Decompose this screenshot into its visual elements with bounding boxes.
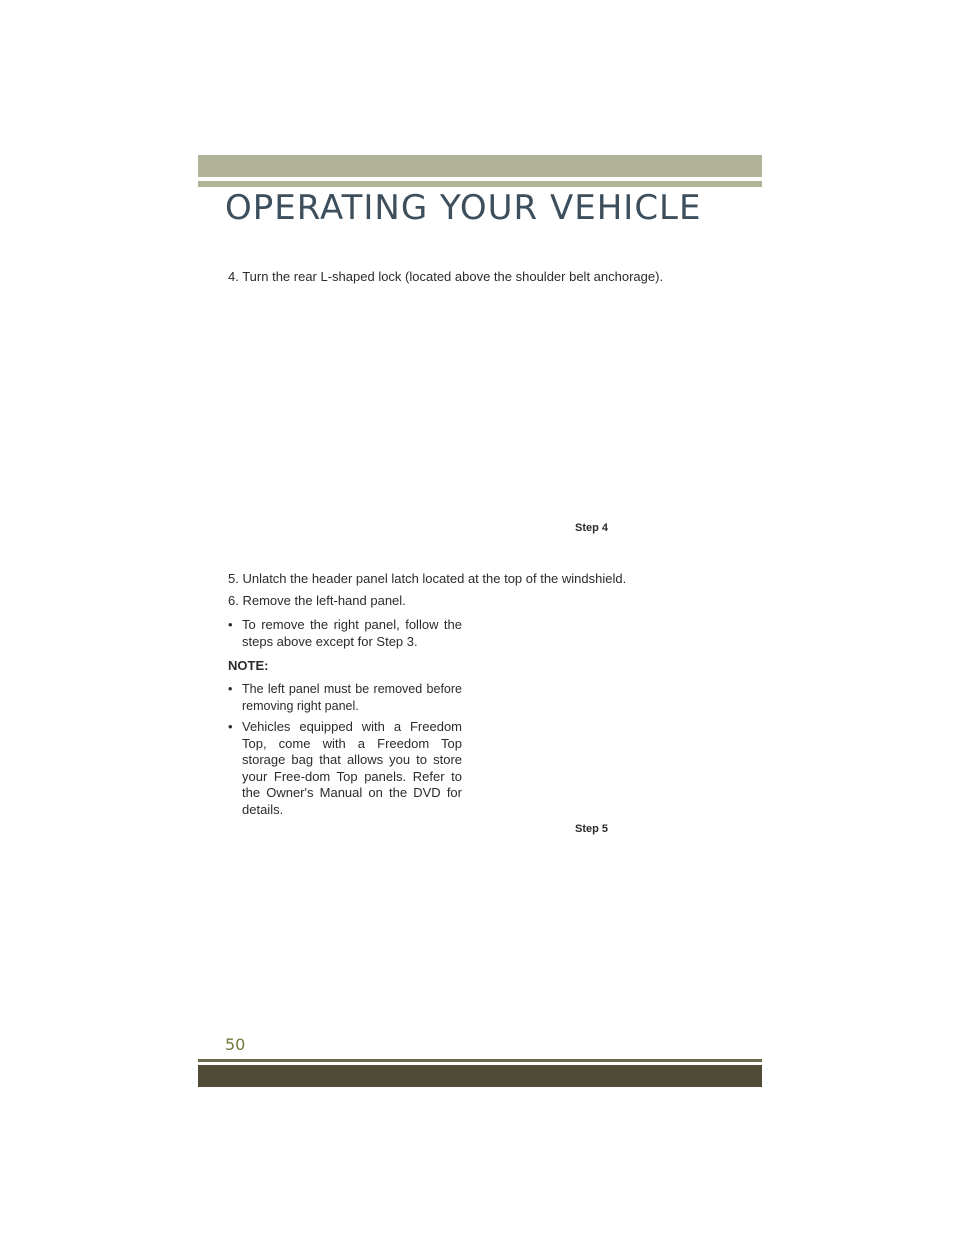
note-bullet-1: [228, 681, 462, 714]
bullet-dot: •: [228, 617, 233, 632]
section-title: OPERATING YOUR VEHICLE: [225, 188, 702, 228]
header-bar: [198, 155, 762, 177]
header-rule: [198, 181, 762, 187]
note-label: NOTE:: [228, 658, 269, 673]
step-4-text: 4. Turn the rear L-shaped lock (located above the shoulder belt anchorage).: [228, 269, 664, 284]
page-number: 50: [225, 1035, 246, 1054]
note-bullet-2: [228, 719, 462, 818]
bullet-dot: •: [228, 719, 233, 734]
bullet-right-panel: [228, 617, 462, 650]
bullet-right-panel-text: To remove the right panel, follow the steps above except for Step 3.: [242, 617, 462, 649]
step-5-text: 5. Unlatch the header panel latch located at the top of the windshield.: [228, 571, 627, 586]
bullet-dot: •: [228, 682, 233, 696]
footer-rule: [198, 1059, 762, 1062]
note-bullet-2-text: Vehicles equipped with a Freedom Top, come with a Freedom Top storage bag that allows you to store your Free-dom Top panels. Refer to the Owner's Manual on the DVD for details.: [242, 719, 462, 817]
figure-caption-step-4: Step 4: [575, 522, 609, 534]
step-6-text: 6. Remove the left-hand panel.: [228, 593, 406, 608]
figure-caption-step-5: Step 5: [575, 823, 609, 835]
footer-bar: [198, 1065, 762, 1087]
note-bullet-1-text: The left panel must be removed before removing right panel.: [242, 682, 462, 713]
